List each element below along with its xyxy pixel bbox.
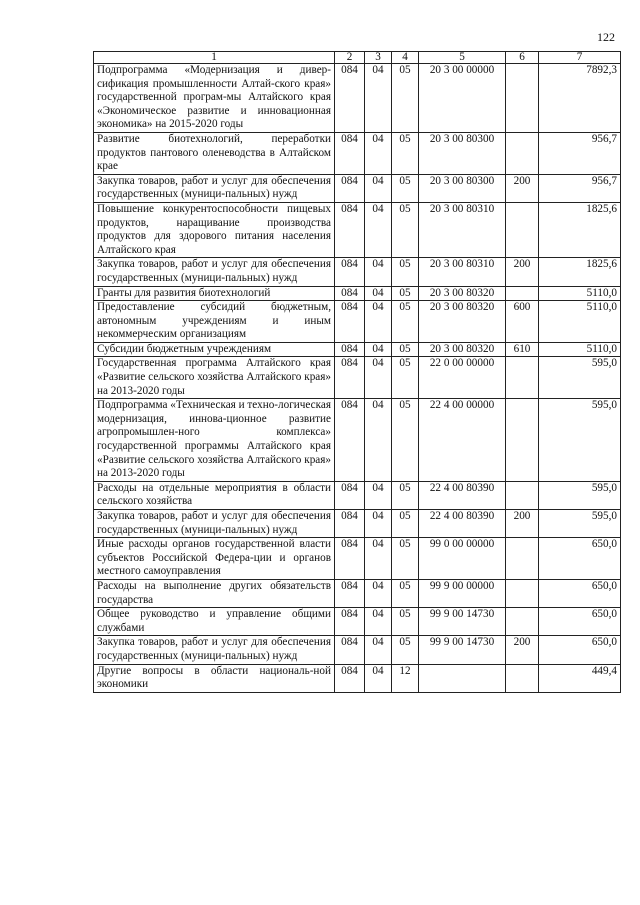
target-article-code: 99 9 00 14730 [419,636,506,664]
table-row [94,538,621,580]
table-row [94,132,621,174]
amount: 595,0 [539,357,621,399]
item-name: Подпрограмма «Техническая и техно-логическая модернизация, иннова-ционное развитие агропромышлен-ного комплекса» государственной программы Алтайского края «Развитие сельского хозяйства Алтайского края» на 2013-2020 годы [94,399,335,482]
target-article-code: 20 3 00 80320 [419,286,506,301]
section-code: 04 [365,636,392,664]
header-col-3: 3 [365,52,392,64]
admin-code: 084 [335,258,365,286]
target-article-code: 20 3 00 80300 [419,132,506,174]
section-code: 04 [365,399,392,482]
table-row [94,636,621,664]
table-body [94,64,621,693]
amount: 595,0 [539,399,621,482]
amount: 650,0 [539,608,621,636]
item-name: Закупка товаров, работ и услуг для обеспечения государственных (муници-пальных) нужд [94,510,335,538]
subsection-code: 05 [392,258,419,286]
table-row [94,481,621,509]
subsection-code: 05 [392,202,419,257]
item-name: Иные расходы органов государственной власти субъектов Российской Федера-ции и органов местного самоуправления [94,538,335,580]
admin-code: 084 [335,342,365,357]
table-row [94,510,621,538]
item-name: Подпрограмма «Модернизация и дивер-сификация промышленности Алтай-ского края» государственной програм-мы Алтайского края «Экономическое развитие и инновационная экономика» на 2015-2020 годы [94,64,335,133]
expense-type-code [506,579,539,607]
expense-type-code: 600 [506,301,539,343]
expense-type-code [506,286,539,301]
section-code: 04 [365,538,392,580]
expense-type-code [506,399,539,482]
admin-code: 084 [335,608,365,636]
header-col-7: 7 [539,52,621,64]
admin-code: 084 [335,174,365,202]
amount: 650,0 [539,636,621,664]
header-col-6: 6 [506,52,539,64]
amount: 1825,6 [539,258,621,286]
target-article-code: 20 3 00 80310 [419,202,506,257]
amount: 595,0 [539,481,621,509]
subsection-code: 05 [392,301,419,343]
target-article-code: 22 4 00 80390 [419,510,506,538]
admin-code: 084 [335,286,365,301]
section-code: 04 [365,481,392,509]
section-code: 04 [365,357,392,399]
admin-code: 084 [335,538,365,580]
header-row [94,52,621,64]
amount: 449,4 [539,664,621,692]
table-row [94,664,621,692]
section-code: 04 [365,132,392,174]
admin-code: 084 [335,636,365,664]
subsection-code: 05 [392,579,419,607]
expense-type-code [506,481,539,509]
admin-code: 084 [335,664,365,692]
subsection-code: 05 [392,636,419,664]
amount: 956,7 [539,132,621,174]
section-code: 04 [365,258,392,286]
admin-code: 084 [335,510,365,538]
subsection-code: 05 [392,357,419,399]
subsection-code: 05 [392,286,419,301]
table-row [94,608,621,636]
amount: 650,0 [539,579,621,607]
subsection-code: 05 [392,64,419,133]
expense-type-code [506,538,539,580]
amount: 5110,0 [539,301,621,343]
subsection-code: 05 [392,342,419,357]
budget-table [93,51,621,693]
subsection-code: 05 [392,510,419,538]
table-row [94,258,621,286]
expense-type-code [506,357,539,399]
subsection-code: 05 [392,481,419,509]
expense-type-code: 200 [506,636,539,664]
table-row [94,174,621,202]
expense-type-code [506,608,539,636]
item-name: Субсидии бюджетным учреждениям [94,342,335,357]
target-article-code: 22 4 00 80390 [419,481,506,509]
expense-type-code [506,64,539,133]
item-name: Государственная программа Алтайского края «Развитие сельского хозяйства Алтайского края» на 2013-2020 годы [94,357,335,399]
admin-code: 084 [335,64,365,133]
admin-code: 084 [335,579,365,607]
item-name: Расходы на выполнение других обязательств государства [94,579,335,607]
target-article-code: 22 4 00 00000 [419,399,506,482]
item-name: Закупка товаров, работ и услуг для обеспечения государственных (муници-пальных) нужд [94,174,335,202]
item-name: Закупка товаров, работ и услуг для обеспечения государственных (муници-пальных) нужд [94,258,335,286]
section-code: 04 [365,202,392,257]
header-col-2: 2 [335,52,365,64]
amount: 1825,6 [539,202,621,257]
item-name: Гранты для развития биотехнологий [94,286,335,301]
page-number: 122 [597,30,615,44]
expense-type-code [506,664,539,692]
subsection-code: 05 [392,608,419,636]
table-row [94,579,621,607]
item-name: Закупка товаров, работ и услуг для обеспечения государственных (муници-пальных) нужд [94,636,335,664]
expense-type-code: 200 [506,510,539,538]
expense-type-code: 200 [506,258,539,286]
table-row [94,399,621,482]
target-article-code: 99 0 00 00000 [419,538,506,580]
admin-code: 084 [335,357,365,399]
item-name: Предоставление субсидий бюджетным, автономным учреждениям и иным некоммерческим организациям [94,301,335,343]
amount: 956,7 [539,174,621,202]
subsection-code: 05 [392,538,419,580]
table-row [94,342,621,357]
admin-code: 084 [335,301,365,343]
item-name: Расходы на отдельные мероприятия в области сельского хозяйства [94,481,335,509]
amount: 5110,0 [539,342,621,357]
table-row [94,64,621,133]
section-code: 04 [365,608,392,636]
header-col-1: 1 [94,52,335,64]
amount: 595,0 [539,510,621,538]
target-article-code: 20 3 00 80320 [419,342,506,357]
table-row [94,357,621,399]
header-col-5: 5 [419,52,506,64]
subsection-code: 05 [392,399,419,482]
target-article-code: 20 3 00 80320 [419,301,506,343]
admin-code: 084 [335,481,365,509]
admin-code: 084 [335,202,365,257]
amount: 650,0 [539,538,621,580]
target-article-code: 99 9 00 14730 [419,608,506,636]
table-row [94,301,621,343]
item-name: Повышение конкурентоспособности пищевых продуктов, наращивание производства продуктов для здорового питания населения Алтайского края [94,202,335,257]
target-article-code: 20 3 00 80310 [419,258,506,286]
section-code: 04 [365,510,392,538]
item-name: Развитие биотехнологий, переработки продуктов пантового оленеводства в Алтайском крае [94,132,335,174]
subsection-code: 12 [392,664,419,692]
header-col-4: 4 [392,52,419,64]
table-row [94,286,621,301]
section-code: 04 [365,301,392,343]
expense-type-code: 200 [506,174,539,202]
target-article-code: 20 3 00 80300 [419,174,506,202]
subsection-code: 05 [392,132,419,174]
target-article-code: 20 3 00 00000 [419,64,506,133]
item-name: Общее руководство и управление общими службами [94,608,335,636]
section-code: 04 [365,579,392,607]
admin-code: 084 [335,399,365,482]
section-code: 04 [365,64,392,133]
target-article-code: 22 0 00 00000 [419,357,506,399]
expense-type-code [506,132,539,174]
expense-type-code [506,202,539,257]
section-code: 04 [365,286,392,301]
amount: 5110,0 [539,286,621,301]
admin-code: 084 [335,132,365,174]
target-article-code: 99 9 00 00000 [419,579,506,607]
section-code: 04 [365,174,392,202]
section-code: 04 [365,342,392,357]
section-code: 04 [365,664,392,692]
table-row [94,202,621,257]
item-name: Другие вопросы в области националь-ной экономики [94,664,335,692]
subsection-code: 05 [392,174,419,202]
target-article-code [419,664,506,692]
expense-type-code: 610 [506,342,539,357]
amount: 7892,3 [539,64,621,133]
